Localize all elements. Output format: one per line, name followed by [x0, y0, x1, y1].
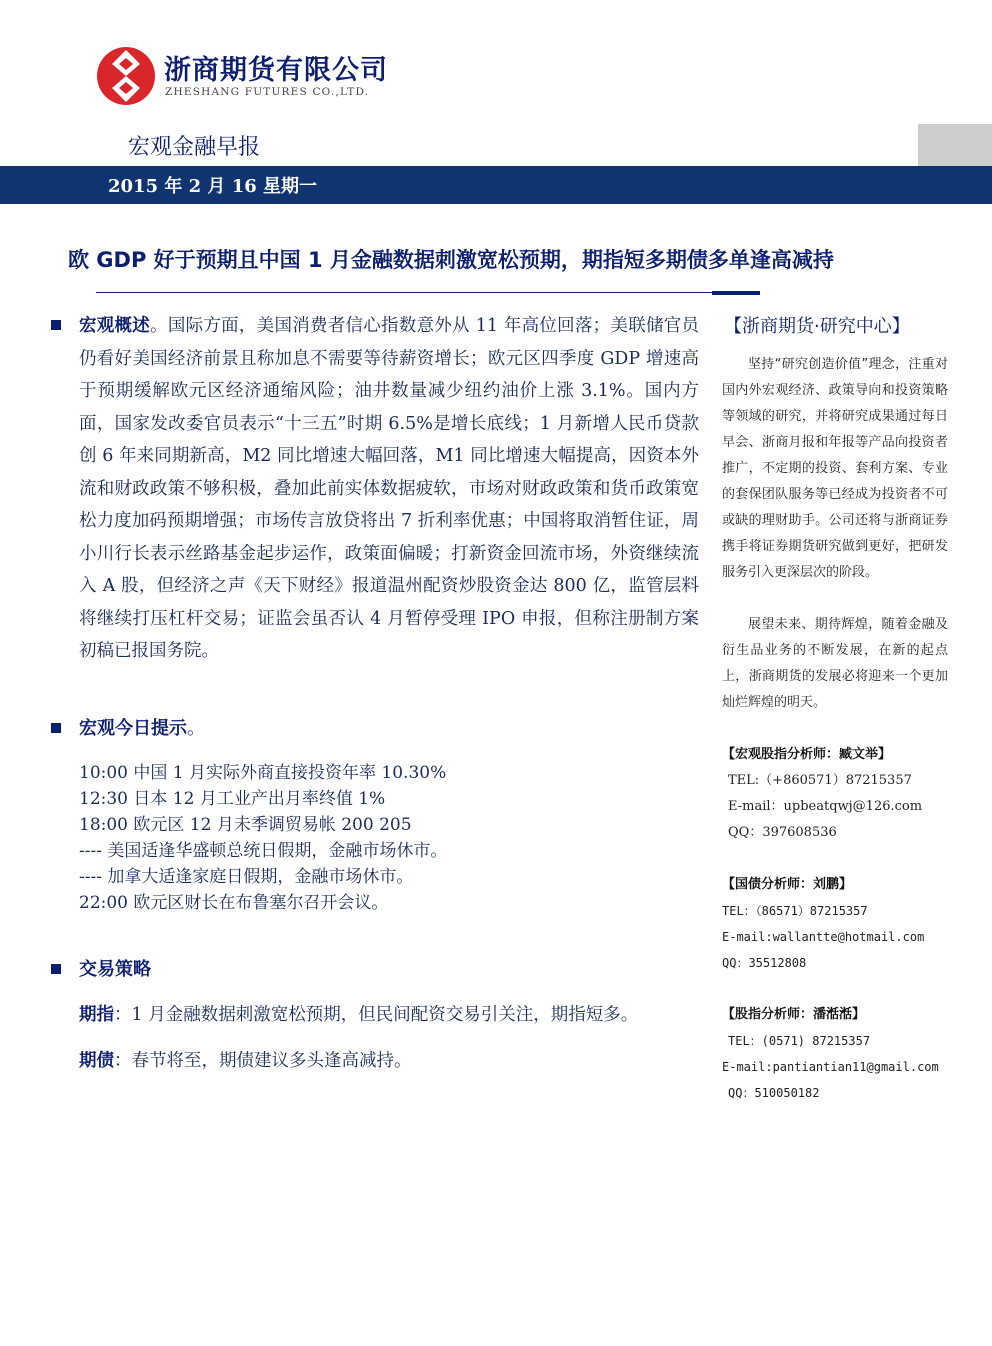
headline-divider — [96, 292, 760, 293]
macro-tips-suffix: 。 — [187, 718, 205, 739]
analyst-tel: TEL：（86571）87215357 — [722, 904, 868, 918]
analyst-qq: QQ：510050182 — [728, 1086, 820, 1100]
strategy-title: 交易策略 — [79, 959, 151, 980]
company-name-en: ZHESHANG FUTURES CO.,LTD. — [165, 86, 370, 98]
analyst-card — [722, 872, 972, 976]
analyst-title: 【股指分析师：潘湉湉】 — [722, 1007, 866, 1022]
strategy-futures-index — [79, 1001, 638, 1026]
header-decoration-block — [918, 124, 992, 166]
report-type-title: 宏观金融早报 — [128, 135, 261, 160]
research-center-intro: 坚持“研究创造价值”理念，注重对国内外宏观经济、政策导向和投资策略等领域的研究，并将研究成果通过每日早会、浙商月报和年报等产品向投资者推广，不定期的投资、套利方案、专业的套保团队服务等已经成为投资者不可或缺的理财助手。公司还将与浙商证券携手将证券期货研究做到更好，把研发服务引入更深层次的阶段。 — [722, 357, 948, 580]
list-item: 22:00 欧元区财长在布鲁塞尔召开会议。 — [79, 893, 389, 913]
analyst-qq: QQ：397608536 — [728, 825, 837, 840]
list-item: 10:00 中国 1 月实际外商直接投资年率 10.30% — [79, 763, 447, 783]
futures-index-text: ：1 月金融数据刺激宽松预期，但民间配资交易引关注，期指短多。 — [114, 1005, 639, 1025]
square-bullet-icon — [51, 320, 61, 330]
report-date: 2015 年 2 月 16 星期一 — [108, 176, 318, 197]
strategy-bond — [79, 1047, 412, 1072]
macro-overview-paragraph — [79, 310, 699, 668]
analyst-tel: TEL：(0571) 87215357 — [728, 1034, 871, 1048]
analyst-email: E-mail:wallantte@hotmail.com — [722, 930, 925, 944]
bond-text: ：春节将至，期债建议多头逢高减持。 — [114, 1051, 412, 1071]
square-bullet-icon — [51, 964, 61, 974]
research-center-heading: 【浙商期货·研究中心】 — [724, 316, 910, 337]
list-item: ---- 美国适逢华盛顿总统日假期，金融市场休市。 — [79, 841, 448, 861]
macro-tips-list — [79, 760, 447, 916]
page-headline: 欧 GDP 好于预期且中国 1 月金融数据刺激宽松预期，期指短多期债多单逢高减持 — [68, 248, 834, 272]
analyst-qq: QQ：35512808 — [722, 956, 807, 970]
analyst-tel: TEL:（+860571）87215357 — [728, 773, 912, 788]
macro-overview-title: 宏观概述 — [79, 316, 151, 336]
headline-divider-accent — [712, 291, 760, 295]
analyst-card — [722, 1002, 972, 1106]
analyst-title: 【国债分析师：刘鹏】 — [722, 877, 853, 892]
analyst-email: E-mail:pantiantian11@gmail.com — [722, 1060, 939, 1074]
company-logo-icon — [96, 46, 156, 106]
date-bar — [0, 166, 992, 204]
macro-overview-text: 。国际方面，美国消费者信心指数意外从 11 年高位回落；美联储官员仍看好美国经济前景且称加息不需要等待薪资增长；欧元区四季度 GDP 增速高于预期缓解欧元区经济通缩风险；油井数量减少纽约油价上涨 3.1%。国内方面，国家发改委官员表示“十三五”时期 6.5%是增长底线；1 月新增人民币贷款创 6 年来同期新高，M2 同比增速大幅回落，M1 同比增速大幅提高，因资本外流和财政政策不够积极，叠加此前实体数据疲软，市场对财政政策和货币政策宽松力度加码预期增强；市场传言放贷将出 7 折利率优惠；中国将取消暂住证，周小川行长表示丝路基金起步运作，政策面偏暖；打新资金回流市场，外资继续流入 A 股，但经济之声《天下财经》报道温州配资炒股资金达 800 亿，监管层料将继续打压杠杆交易；证监会虽否认 4 月暂停受理 IPO 申报，但称注册制方案初稿已报国务院。 — [79, 316, 699, 661]
list-item: 18:00 欧元区 12 月未季调贸易帐 200 205 — [79, 815, 412, 835]
square-bullet-icon — [51, 723, 61, 733]
futures-index-label: 期指 — [79, 1005, 114, 1025]
macro-tips-title: 宏观今日提示 — [79, 718, 187, 739]
bond-label: 期债 — [79, 1051, 114, 1071]
research-center-outlook: 展望未来、期待辉煌，随着金融及衍生品业务的不断发展，在新的起点上，浙商期货的发展必将迎来一个更加灿烂辉煌的明天。 — [722, 617, 948, 710]
analyst-title: 【宏观股指分析师：臧文举】 — [722, 747, 892, 762]
macro-tips-heading — [79, 714, 205, 740]
list-item: ---- 加拿大适逢家庭日假期，金融市场休市。 — [79, 867, 414, 887]
list-item: 12:30 日本 12 月工业产出月率终值 1% — [79, 789, 386, 809]
analyst-email: E-mail：upbeatqwj@126.com — [728, 799, 923, 814]
analyst-card — [722, 742, 972, 846]
company-name-cn: 浙商期货有限公司 — [164, 55, 388, 86]
